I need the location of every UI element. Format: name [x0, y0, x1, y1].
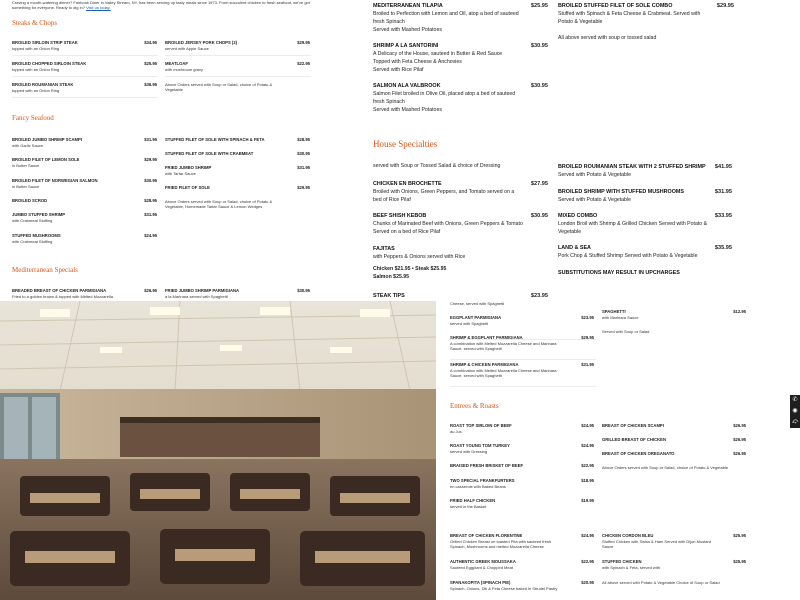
entrees-bottom-note: All above served with Potato & Vegetable Choice of Soup or Salad: [602, 580, 720, 585]
entree-right-3-name: CHICKEN CORDON BLEU: [602, 533, 654, 538]
fajita-salmon-price: Salmon $25.95: [373, 274, 410, 280]
entree-left-0-price: $24.95: [581, 423, 594, 428]
pasta-left-1-name: SHRIMP & EGGPLANT PARMIGIANA: [450, 335, 523, 340]
divider: [12, 55, 158, 56]
sole-combo-name: BROILED STUFFED FILET OF SOLE COMBO: [558, 3, 673, 9]
pasta-left-0-name: EGGPLANT PARMIGIANA: [450, 315, 502, 320]
entree-left-5-name: BREAST OF CHICKEN FLORENTINE: [450, 533, 523, 538]
entree-right-4-price: $25.95: [733, 559, 746, 564]
seafood-item-9-name: STUFFED MUSHROOMS: [12, 233, 61, 238]
house-right-3-price: $35.95: [714, 245, 732, 251]
seafood-item-4-name: FRIED JUMBO SHRIMP: [165, 165, 212, 170]
steak-item-0-name: BROILED SIRLOIN STRIP STEAK: [12, 40, 78, 45]
entree-left-3-desc: en casserole with Baked Beans: [450, 484, 506, 489]
divider: [450, 386, 596, 387]
visit-us-link[interactable]: Visit us today.: [86, 5, 111, 11]
steak-item-3-price: $22.95: [297, 61, 310, 66]
steak-tips-name: STEAK TIPS: [373, 293, 405, 299]
med-item-1-price: $30.95: [297, 288, 310, 293]
med-item-0-price: $26.95: [144, 288, 157, 293]
seafood-item-0-desc: with Garlic Sauce: [12, 143, 44, 148]
spaghetti-desc: with Marinara Sauce: [602, 315, 639, 320]
house-right-1-price: $31.95: [714, 189, 732, 195]
divider: [12, 76, 158, 77]
section-title-seafood: Fancy Seafood: [12, 114, 54, 122]
steak-item-2-price: $25.95: [144, 61, 157, 66]
med-item-0-name: BREADED BREAST OF CHICKEN PARMIGIANA: [12, 288, 107, 293]
house-right-2-price: $33.95: [714, 213, 732, 219]
entree-left-3-price: $18.95: [581, 478, 594, 483]
intro-text: Craving a mouth-watering dinner? Fairbook Diner in Valley Stream, NY, has been serving up tasty meals since 1973. From succulent chicken to fresh seafood, we've got something for everyone. Ready to dig in? Visit us today.: [12, 0, 310, 11]
pasta-left-2-price: $31.95: [581, 362, 594, 367]
seafood-item-0-name: BROILED JUMBO SHRIMP SCAMPI: [12, 137, 82, 142]
entree-left-5-desc: Grilled Chicken Breast on toasted Pita with sauteed fresh Spinach, Mushrooms and melted Mozzarella Cheese: [450, 539, 552, 550]
seafood-item-8-name: JUMBO STUFFED SHRIMP: [12, 212, 66, 217]
entree-right-1-name: GRILLED BREAST OF CHICKEN: [602, 437, 666, 442]
seafood-item-7-price: $28.95: [144, 198, 157, 203]
steak-item-2-desc: topped with an Onion Ring: [12, 67, 60, 72]
seafood-item-6-name: FRIED FILET OF SOLE: [165, 185, 210, 190]
entree-left-2-price: $22.95: [581, 463, 594, 468]
location-pin-icon[interactable]: ◉: [792, 408, 798, 414]
rtop-item-2-served: Served with Mashed Potatoes: [373, 107, 442, 113]
seafood-item-4-price: $31.95: [297, 165, 310, 170]
rtop-item-0-price: $25.95: [530, 3, 548, 9]
steaks-note: Above Orders served with Soup or Salad, choice of Potato & Vegetable: [165, 82, 273, 93]
seafood-item-7-name: BROILED SCROD: [12, 198, 48, 203]
rtop-item-2-price: $30.95: [530, 83, 548, 89]
fajita-prices: Chicken $21.95 • Steak $25.95: [373, 266, 447, 272]
entree-left-6-price: $22.95: [581, 559, 594, 564]
spaghetti-note: Served with Soup or Salad: [602, 329, 650, 334]
entree-left-6-name: AUTHENTIC GREEK MOUSSAKA: [450, 559, 516, 564]
house-left-2-name: FAJITAS: [373, 246, 395, 252]
house-left-0-desc: Broiled with Onions, Green Peppers, and Tomato served on a bed of Rice Pilaf: [373, 189, 515, 203]
section-title-house: House Specialties: [373, 139, 438, 149]
seafood-item-5-desc: in Butter Sauce: [12, 184, 40, 189]
rtop-item-1-served: Topped with Feta Cheese & Anchovies: [373, 59, 462, 65]
entree-left-4-price: $19.95: [581, 498, 594, 503]
share-icon[interactable]: ⤽: [791, 419, 799, 425]
seafood-item-2-price: $30.95: [297, 151, 310, 156]
seafood-item-3-price: $29.95: [144, 157, 157, 162]
rtop-item-1-served2: Served with Rice Pilaf: [373, 67, 424, 73]
entree-left-1-name: ROAST YOUNG TOM TURKEY: [450, 443, 510, 448]
steak-item-4-name: BROILED ROUMANIAN STEAK: [12, 82, 74, 87]
seafood-item-3-name: BROILED FILET OF LEMON SOLE: [12, 157, 80, 162]
house-left-0-name: CHICKEN EN BROCHETTE: [373, 181, 442, 187]
house-right-0-name: BROILED ROUMANIAN STEAK WITH 2 STUFFED SHRIMP: [558, 164, 706, 170]
med-item-0-desc: Fried to a golden brown & topped with Melted Mozzarella: [12, 294, 113, 299]
entree-left-3-name: TWO SPECIAL FRANKFURTERS: [450, 478, 515, 483]
pasta-left-1-price: $29.95: [581, 335, 594, 340]
phone-icon[interactable]: ✆: [792, 397, 798, 403]
house-right-1-desc: Served with Potato & Vegetable: [558, 197, 631, 203]
pasta-left-2-desc: A combination with Melted Mozzarella Cheese and Marinara Sauce, served with Spaghetti: [450, 368, 557, 379]
divider: [12, 97, 158, 98]
entree-right-0-name: BREAST OF CHICKEN SCAMPI: [602, 423, 664, 428]
rtop-item-0-served: Served with Mashed Potatoes: [373, 27, 442, 33]
entree-left-0-name: ROAST TOP SIRLOIN OF BEEF: [450, 423, 512, 428]
seafood-item-8-desc: with Crabmeat Stuffing: [12, 218, 53, 223]
seafood-item-8-price: $31.95: [144, 212, 157, 217]
steak-item-4-desc: topped with an Onion Ring: [12, 88, 60, 93]
entree-left-6-desc: Sauteed Eggplant & Chopped Meat: [450, 565, 513, 570]
entree-left-7-desc: Spinach, Onions, Dill & Feta Cheese baked in Strudel Pastry: [450, 586, 558, 591]
entree-right-0-price: $26.95: [733, 423, 746, 428]
entree-right-4-desc: with Spinach & Feta, served with: [602, 565, 661, 570]
entree-right-4-name: STUFFED CHICKEN: [602, 559, 642, 564]
seafood-item-3-desc: in Butter Sauce: [12, 163, 40, 168]
house-intro: served with Soup or Tossed Salad & choice of Dressing: [373, 163, 501, 169]
house-left-2-desc: with Peppers & Onions served with Rice: [373, 254, 466, 260]
seafood-item-5-name: BROILED FILET OF NORWEGIAN SALMON: [12, 178, 98, 183]
house-right-1-name: BROILED SHRIMP WITH STUFFED MUSHROOMS: [558, 189, 684, 195]
entree-right-3-price: $25.95: [733, 533, 746, 538]
section-title-steaks: Steaks & Chops: [12, 19, 58, 27]
steak-item-4-price: $36.95: [144, 82, 157, 87]
seafood-item-1-price: $28.95: [297, 137, 310, 142]
substitutions-note: SUBSTITUTIONS MAY RESULT IN UPCHARGES: [558, 270, 680, 276]
social-sidebar: [790, 395, 800, 428]
house-right-3-desc: Pork Chop & Stuffed Shrimp Served with Potato & Vegetable: [558, 253, 698, 259]
entree-left-0-desc: au Jus: [450, 429, 462, 434]
entree-right-2-price: $26.95: [733, 451, 746, 456]
entrees-right-note: Above Orders served with Soup or Salad, choice of Potato & Vegetable: [602, 465, 729, 470]
pasta-left-2-name: SHRIMP & CHICKEN PARMIGIANA: [450, 362, 519, 367]
entree-left-5-price: $24.95: [581, 533, 594, 538]
house-right-0-price: $41.95: [714, 164, 732, 170]
house-right-0-desc: Served with Potato & Vegetable: [558, 172, 631, 178]
restaurant-interior-photo: [0, 301, 436, 600]
rtop-item-2-desc: Salmon Filet broiled in Olive Oil, placed atop a bed of sauteed fresh Spinach: [373, 91, 516, 105]
rtop-item-1-desc: A Delicacy of the House, sauteed in Butter & Red Sauce: [373, 51, 503, 57]
entree-left-2-name: BRAISED FRESH BRISKET OF BEEF: [450, 463, 524, 468]
sole-combo-price: $29.95: [716, 3, 734, 9]
house-left-0-price: $27.95: [530, 181, 548, 187]
pasta-left-1-desc: A combination with Melted Mozzarella Cheese and Marinara Sauce, served with Spaghetti: [450, 341, 557, 352]
seafood-item-9-price: $24.95: [144, 233, 157, 238]
steak-item-0-desc: topped with an Onion Ring: [12, 46, 60, 51]
entree-left-7-price: $20.95: [581, 580, 594, 585]
entree-right-1-price: $26.95: [733, 437, 746, 442]
divider: [165, 76, 311, 77]
rtop-item-1-name: SHRIMP A LA SANTORINI: [373, 43, 439, 49]
steak-item-3-name: MEATLOAF: [165, 61, 188, 66]
entree-left-1-price: $24.95: [581, 443, 594, 448]
entree-left-1-desc: served with Dressing: [450, 449, 488, 454]
house-right-2-name: MIXED COMBO: [558, 213, 598, 219]
seafood-note: Above Orders served with Soup or Salad, choice of Potato & Vegetable, Homemade Tartar Sauce & Lemon Wedges: [165, 199, 273, 210]
entree-left-4-name: FRIED HALF CHICKEN: [450, 498, 496, 503]
sole-combo-desc: Stuffed with Spinach & Feta Cheese & Crabmeat. Served with Potato & Vegetable: [558, 11, 701, 25]
entree-right-2-name: BREAST OF CHICKEN OREGANATO: [602, 451, 675, 456]
med-item-1-desc: a la Marinara served with Spaghetti: [165, 294, 228, 299]
seafood-item-6-price: $29.95: [297, 185, 310, 190]
steak-item-0-price: $34.95: [144, 40, 157, 45]
seafood-item-5-price: $30.95: [144, 178, 157, 183]
seafood-item-4-desc: with Tartar Sauce: [165, 171, 196, 176]
entree-left-7-name: SPANAKOPITA (SPINACH PIE): [450, 580, 511, 585]
entree-right-3-desc: Stuffed Chicken with Swiss & Ham Served with Dijon Mustard Sauce: [602, 539, 712, 550]
sole-combo-note: All above served with soup or tossed salad: [558, 35, 657, 41]
med-item-1-name: FRIED JUMBO SHRIMP PARMIGIANA: [165, 288, 240, 293]
house-right-2-desc: London Broil with Shrimp & Grilled Chicken Served with Potato & Vegetable: [558, 221, 708, 235]
pasta-left-0-price: $23.95: [581, 315, 594, 320]
house-left-1-price: $30.95: [530, 213, 548, 219]
pasta-left-0-desc: served with Spaghetti: [450, 321, 489, 326]
section-title-mediterranean: Mediterranean Specials: [12, 266, 78, 274]
steak-tips-price: $23.95: [530, 293, 548, 299]
divider: [450, 359, 596, 360]
house-left-1-name: BEEF SHISH KEBOB: [373, 213, 427, 219]
rtop-item-1-price: $30.95: [530, 43, 548, 49]
steak-item-1-price: $29.95: [297, 40, 310, 45]
rtop-item-2-name: SALMON ALA VALBROOK: [373, 83, 441, 89]
spaghetti-price: $12.95: [733, 309, 746, 314]
seafood-item-9-desc: with Crabmeat Stuffing: [12, 239, 53, 244]
seafood-item-2-name: STUFFED FILET OF SOLE WITH CRABMEAT: [165, 151, 254, 156]
rtop-item-0-name: MEDITERRANEAN TILAPIA: [373, 3, 443, 9]
seafood-item-0-price: $31.95: [144, 137, 157, 142]
pasta-top-note: Cheese, served with Spaghetti: [450, 301, 505, 306]
seafood-item-1-name: STUFFED FILET OF SOLE WITH SPINACH & FETA: [165, 137, 265, 142]
steak-item-1-desc: served with Apple Sauce: [165, 46, 209, 51]
rtop-item-0-desc: Broiled to Perfection with Lemon and Oil, atop a bed of sauteed fresh Spinach: [373, 11, 519, 25]
entree-left-4-desc: served in the Basket: [450, 504, 487, 509]
steak-item-3-desc: with mushroom gravy: [165, 67, 204, 72]
restaurant-interior-image: [0, 301, 436, 600]
house-right-3-name: LAND & SEA: [558, 245, 591, 251]
section-title-entrees: Entrees & Roasts: [450, 402, 499, 410]
steak-item-2-name: BROILED CHOPPED SIRLOIN STEAK: [12, 61, 87, 66]
steak-item-1-name: BROILED JERSEY PORK CHOPS (2): [165, 40, 238, 45]
house-left-1-desc: Chunks of Marinated Beef with Onions, Green Peppers & Tomato Served on a bed of Rice Pilaf: [373, 221, 523, 235]
divider: [165, 55, 311, 56]
spaghetti-name: SPAGHETTI: [602, 309, 626, 314]
